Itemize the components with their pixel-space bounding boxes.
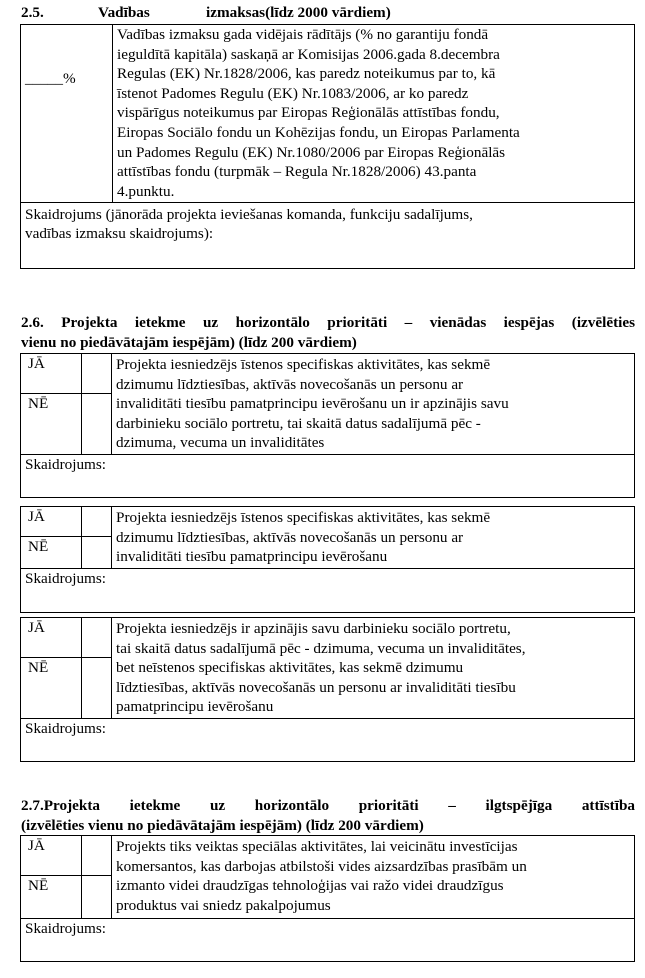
yes-label: JĀ (21, 354, 82, 394)
section-title-word: Vadības (98, 4, 150, 21)
table-row (21, 569, 635, 613)
text-line: attīstības fondu (turpmāk – Regula Nr.1828/2006) 43.panta (117, 163, 477, 181)
no-checkbox[interactable] (82, 876, 112, 919)
text-line: vispārīgus noteikumus par Eiropas Reģionālās attīstības fondu, (117, 104, 500, 122)
section-title-rest: izmaksas(līdz 2000 vārdiem) (206, 4, 391, 21)
text-line: ieguldītā kapitāla) saskaņā ar Komisijas 2006.gada 8.decembra (117, 45, 500, 63)
text-line: Projekts tiks veiktas speciālas aktivitātes, lai veicinātu investīcijas (116, 838, 518, 855)
text-line: komersantos, kas darbojas atbilstoši vides aizsardzības prasībām un (116, 857, 527, 875)
table-row (21, 836, 635, 876)
section-number: 2.5. (21, 4, 44, 21)
no-checkbox[interactable] (82, 537, 112, 569)
text-line: izmanto videi draudzīgas tehnoloģijas vai ražo videi draudzīgus (116, 877, 504, 895)
text-line: produktus vai sniedz pakalpojumus (116, 896, 331, 914)
no-label: NĒ (21, 658, 82, 719)
explanation-field[interactable] (21, 455, 635, 498)
text-line: invaliditāti tiesību pamatprincipu ievērošanu un ir apzinājis savu (116, 395, 509, 413)
yes-label: JĀ (21, 618, 82, 658)
percent-cell[interactable] (21, 25, 113, 203)
yes-checkbox[interactable] (82, 836, 112, 876)
explanation-field[interactable] (21, 569, 635, 613)
sustainable-development-option (20, 835, 635, 962)
text-line: īstenot Padomes Regulu (EK) Nr.1083/2006, ar ko paredz (117, 84, 469, 102)
equal-opportunities-option-1 (20, 353, 635, 498)
table-row (21, 354, 635, 394)
explanation-field[interactable] (21, 202, 635, 268)
no-label: NĒ (21, 394, 82, 455)
explanation-label: Skaidrojums: (25, 920, 107, 937)
text-line: dzimumu līdztiesības, aktīvās novecošanās un personu ar (116, 375, 464, 393)
explanation-label: vadības izmaksu skaidrojums): (25, 225, 214, 243)
option-description (112, 354, 635, 455)
table-row (21, 719, 635, 762)
no-label: NĒ (21, 876, 82, 919)
heading-line: (izvēlēties vienu no piedāvātajām iespējām) (līdz 200 vārdiem) (21, 816, 424, 834)
heading-line: vienu no piedāvātajām iespējām) (līdz 200 vārdiem) (21, 333, 357, 351)
table-row (21, 202, 635, 268)
text-line: Projekta iesniedzējs īstenos specifiskas aktivitātes, kas sekmē (116, 356, 491, 373)
text-line: dzimuma, vecuma un invaliditātes (116, 434, 325, 452)
section-2-7-heading (21, 796, 635, 835)
explanation-field[interactable] (21, 719, 635, 762)
no-checkbox[interactable] (82, 658, 112, 719)
text-line: darbinieku sociālo portretu, tai skaitā datus sadalījumā pēc - (116, 414, 481, 432)
text-line: Projekta iesniedzējs ir apzinājis savu darbinieku sociālo portretu, (116, 620, 511, 637)
explanation-field[interactable] (21, 919, 635, 962)
text-line: Eiropas Sociālo fondu un Kohēzijas fondu, un Eiropas Parlamenta (117, 123, 520, 141)
heading-line: 2.7.Projekta ietekme uz horizontālo prioritāti – ilgtspējīga attīstība (21, 797, 635, 814)
equal-opportunities-option-3 (20, 617, 635, 762)
percent-blank: _____% (25, 69, 76, 87)
text-line: līdztiesības, aktīvās novecošanās un personu ar invaliditāti tiesību (116, 678, 516, 696)
table-row (21, 618, 635, 658)
yes-checkbox[interactable] (82, 618, 112, 658)
equal-opportunities-option-2 (20, 506, 635, 613)
heading-line: 2.6. Projekta ietekme uz horizontālo prioritāti – vienādas iespējas (izvēlēties (21, 314, 635, 331)
no-label: NĒ (21, 537, 82, 569)
option-description (112, 507, 635, 569)
text-line: tai skaitā datus sadalījumā pēc - dzimuma, vecuma un invaliditātes, (116, 639, 526, 657)
table-row (21, 919, 635, 962)
text-line: Vadības izmaksu gada vidējais rādītājs (% no garantiju fondā (117, 26, 489, 43)
explanation-label: Skaidrojums: (25, 570, 107, 587)
section-2-5-heading (21, 3, 621, 23)
table-row (21, 25, 635, 203)
text-line: invaliditāti tiesību pamatprincipu ievērošanu (116, 548, 388, 566)
text-line: pamatprincipu ievērošanu (116, 698, 274, 716)
table-row (21, 507, 635, 537)
explanation-label: Skaidrojums (jānorāda projekta ieviešanas komanda, funkciju sadalījums, (25, 205, 473, 223)
explanation-label: Skaidrojums: (25, 720, 107, 737)
text-line: Projekta iesniedzējs īstenos specifiskas aktivitātes, kas sekmē (116, 509, 491, 526)
yes-checkbox[interactable] (82, 507, 112, 537)
text-line: bet neīstenos specifiskas aktivitātes, kas sekmē dzimumu (116, 659, 464, 677)
text-line: un Padomes Regulu (EK) Nr.1080/2006 par Eiropas Reģionālās (117, 143, 506, 161)
option-description (112, 836, 635, 919)
section-2-6-heading (21, 313, 635, 352)
option-description (112, 618, 635, 719)
text-line: dzimumu līdztiesības, aktīvās novecošanās un personu ar (116, 528, 464, 546)
yes-checkbox[interactable] (82, 354, 112, 394)
table-row (21, 455, 635, 498)
explanation-label: Skaidrojums: (25, 456, 107, 473)
text-line: 4.punktu. (117, 182, 175, 200)
no-checkbox[interactable] (82, 394, 112, 455)
management-costs-description (113, 25, 635, 203)
yes-label: JĀ (21, 507, 82, 537)
management-costs-table (20, 24, 635, 269)
yes-label: JĀ (21, 836, 82, 876)
text-line: Regulas (EK) Nr.1828/2006, kas paredz noteikumus par to, kā (117, 65, 496, 83)
